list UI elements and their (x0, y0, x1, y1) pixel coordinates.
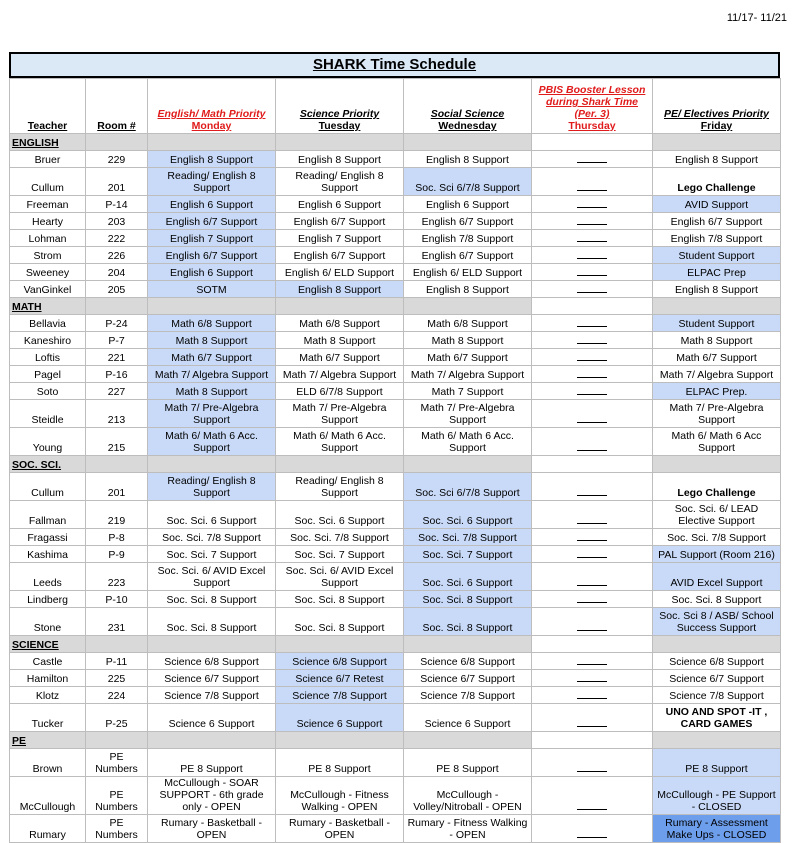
monday-cell: Soc. Sci. 7 Support (148, 546, 276, 563)
tuesday-cell: Soc. Sci. 7 Support (276, 546, 404, 563)
wednesday-cell: Soc. Sci. 6 Support (404, 563, 532, 591)
room-cell: 203 (86, 213, 148, 230)
table-row (10, 815, 781, 843)
thursday-blank (532, 281, 653, 298)
friday-cell: English 7/8 Support (653, 230, 781, 247)
friday-cell: PE 8 Support (653, 749, 781, 777)
table-row (10, 428, 781, 456)
section-filler (276, 732, 404, 749)
friday-cell: Soc. Sci 8 / ASB/ School Success Support (653, 608, 781, 636)
wednesday-cell: Math 6/ Math 6 Acc. Support (404, 428, 532, 456)
room-cell: 215 (86, 428, 148, 456)
table-row (10, 366, 781, 383)
thursday-blank (532, 473, 653, 501)
section-label: PE (10, 732, 86, 749)
wednesday-cell: Soc. Sci 6/7/8 Support (404, 168, 532, 196)
teacher-cell: Fragassi (10, 529, 86, 546)
monday-cell: English 8 Support (148, 151, 276, 168)
friday-cell: Science 7/8 Support (653, 687, 781, 704)
room-cell: 229 (86, 151, 148, 168)
table-row (10, 151, 781, 168)
teacher-cell: Klotz (10, 687, 86, 704)
monday-cell: Soc. Sci. 6/ AVID Excel Support (148, 563, 276, 591)
monday-cell: Math 8 Support (148, 332, 276, 349)
tuesday-cell: English 8 Support (276, 151, 404, 168)
tuesday-cell: Math 6/ Math 6 Acc. Support (276, 428, 404, 456)
monday-cell: Science 6/8 Support (148, 653, 276, 670)
table-row (10, 264, 781, 281)
table-row (10, 349, 781, 366)
wednesday-cell: Science 6/8 Support (404, 653, 532, 670)
thursday-blank (532, 247, 653, 264)
table-row (10, 196, 781, 213)
teacher-cell: Pagel (10, 366, 86, 383)
thursday-blank (532, 591, 653, 608)
monday-cell: Math 6/8 Support (148, 315, 276, 332)
teacher-cell: VanGinkel (10, 281, 86, 298)
wednesday-cell: Math 6/8 Support (404, 315, 532, 332)
thursday-blank (532, 151, 653, 168)
wednesday-cell: PE 8 Support (404, 749, 532, 777)
thursday-blank (532, 653, 653, 670)
section-label: MATH (10, 298, 86, 315)
header-row (10, 79, 781, 134)
monday-cell: Reading/ English 8 Support (148, 473, 276, 501)
friday-cell: Rumary - Assessment Make Ups - CLOSED (653, 815, 781, 843)
friday-cell: AVID Excel Support (653, 563, 781, 591)
tuesday-cell: Science 6/7 Retest (276, 670, 404, 687)
table-row (10, 213, 781, 230)
room-cell: 221 (86, 349, 148, 366)
monday-cell: English 6 Support (148, 264, 276, 281)
tuesday-cell: Reading/ English 8 Support (276, 168, 404, 196)
thursday-blank (532, 332, 653, 349)
section-filler (276, 298, 404, 315)
room-cell: 219 (86, 501, 148, 529)
tuesday-cell: Soc. Sci. 8 Support (276, 591, 404, 608)
wednesday-cell: Rumary - Fitness Walking - OPEN (404, 815, 532, 843)
section-filler (532, 732, 653, 749)
wednesday-cell: Science 6 Support (404, 704, 532, 732)
tuesday-cell: Soc. Sci. 6 Support (276, 501, 404, 529)
tuesday-cell: Math 6/7 Support (276, 349, 404, 366)
section-header-pe (10, 732, 781, 749)
wednesday-cell: Soc. Sci. 7 Support (404, 546, 532, 563)
section-filler (148, 456, 276, 473)
friday-cell: ELPAC Prep (653, 264, 781, 281)
room-cell: 231 (86, 608, 148, 636)
table-row (10, 608, 781, 636)
section-filler (276, 134, 404, 151)
section-filler (653, 456, 781, 473)
tuesday-cell: English 8 Support (276, 281, 404, 298)
room-cell: 227 (86, 383, 148, 400)
teacher-cell: Freeman (10, 196, 86, 213)
teacher-cell: Leeds (10, 563, 86, 591)
teacher-cell: Young (10, 428, 86, 456)
thursday-blank (532, 501, 653, 529)
table-row (10, 563, 781, 591)
header-wednesday: Social Science Wednesday (404, 79, 532, 134)
header-room: Room # (86, 79, 148, 134)
section-filler (532, 298, 653, 315)
friday-cell: English 6/7 Support (653, 213, 781, 230)
table-row (10, 247, 781, 264)
wednesday-cell: Science 6/7 Support (404, 670, 532, 687)
room-cell: P-14 (86, 196, 148, 213)
tuesday-cell: English 6 Support (276, 196, 404, 213)
schedule-sheet (9, 52, 780, 843)
wednesday-cell: Soc. Sci 6/7/8 Support (404, 473, 532, 501)
table-row (10, 546, 781, 563)
wednesday-cell: Soc. Sci. 8 Support (404, 591, 532, 608)
tuesday-cell: PE 8 Support (276, 749, 404, 777)
friday-cell: Science 6/8 Support (653, 653, 781, 670)
section-label: ENGLISH (10, 134, 86, 151)
room-cell: 201 (86, 168, 148, 196)
thursday-blank (532, 349, 653, 366)
header-friday: PE/ Electives Priority Friday (653, 79, 781, 134)
teacher-cell: Hamilton (10, 670, 86, 687)
table-row (10, 168, 781, 196)
friday-cell: Math 8 Support (653, 332, 781, 349)
friday-cell: Soc. Sci. 7/8 Support (653, 529, 781, 546)
friday-cell: Student Support (653, 247, 781, 264)
teacher-cell: Cullum (10, 168, 86, 196)
friday-cell: Soc. Sci. 6/ LEAD Elective Support (653, 501, 781, 529)
date-range: 11/17- 11/21 (726, 12, 787, 24)
section-label: SOC. SCI. (10, 456, 86, 473)
section-filler (653, 134, 781, 151)
section-filler (653, 636, 781, 653)
teacher-cell: Kaneshiro (10, 332, 86, 349)
thursday-blank (532, 777, 653, 815)
friday-cell: Lego Challenge (653, 473, 781, 501)
section-filler (404, 456, 532, 473)
room-cell: 205 (86, 281, 148, 298)
wednesday-cell: English 6/ ELD Support (404, 264, 532, 281)
teacher-cell: Lindberg (10, 591, 86, 608)
monday-cell: English 6/7 Support (148, 247, 276, 264)
room-cell: 223 (86, 563, 148, 591)
header-tuesday: Science Priority Tuesday (276, 79, 404, 134)
thursday-blank (532, 815, 653, 843)
table-row (10, 315, 781, 332)
table-row (10, 704, 781, 732)
wednesday-cell: Soc. Sci. 7/8 Support (404, 529, 532, 546)
thursday-blank (532, 704, 653, 732)
monday-cell: English 6/7 Support (148, 213, 276, 230)
friday-cell: AVID Support (653, 196, 781, 213)
tuesday-cell: Math 7/ Pre-Algebra Support (276, 400, 404, 428)
monday-cell: Math 6/7 Support (148, 349, 276, 366)
section-header-science (10, 636, 781, 653)
teacher-cell: Strom (10, 247, 86, 264)
wednesday-cell: Soc. Sci. 8 Support (404, 608, 532, 636)
thursday-blank (532, 264, 653, 281)
teacher-cell: Lohman (10, 230, 86, 247)
section-filler (276, 456, 404, 473)
wednesday-cell: Soc. Sci. 6 Support (404, 501, 532, 529)
friday-cell: Math 7/ Pre-Algebra Support (653, 400, 781, 428)
tuesday-cell: Rumary - Basketball - OPEN (276, 815, 404, 843)
teacher-cell: Cullum (10, 473, 86, 501)
table-row (10, 749, 781, 777)
thursday-blank (532, 529, 653, 546)
table-row (10, 653, 781, 670)
room-cell: P-11 (86, 653, 148, 670)
thursday-blank (532, 196, 653, 213)
table-row (10, 591, 781, 608)
section-filler (86, 636, 148, 653)
friday-cell: McCullough - PE Support - CLOSED (653, 777, 781, 815)
thursday-blank (532, 168, 653, 196)
section-filler (86, 456, 148, 473)
teacher-cell: Rumary (10, 815, 86, 843)
monday-cell: Soc. Sci. 6 Support (148, 501, 276, 529)
teacher-cell: McCullough (10, 777, 86, 815)
monday-cell: Rumary - Basketball - OPEN (148, 815, 276, 843)
table-row (10, 529, 781, 546)
room-cell: PE Numbers (86, 815, 148, 843)
friday-cell: Soc. Sci. 8 Support (653, 591, 781, 608)
teacher-cell: Brown (10, 749, 86, 777)
thursday-blank (532, 315, 653, 332)
wednesday-cell: Math 7 Support (404, 383, 532, 400)
section-filler (404, 636, 532, 653)
wednesday-cell: McCullough - Volley/Nitroball - OPEN (404, 777, 532, 815)
room-cell: P-24 (86, 315, 148, 332)
wednesday-cell: English 6/7 Support (404, 247, 532, 264)
tuesday-cell: Soc. Sci. 7/8 Support (276, 529, 404, 546)
tuesday-cell: English 6/ ELD Support (276, 264, 404, 281)
room-cell: P-10 (86, 591, 148, 608)
thursday-blank (532, 230, 653, 247)
tuesday-cell: Soc. Sci. 6/ AVID Excel Support (276, 563, 404, 591)
table-row (10, 687, 781, 704)
friday-cell: Math 7/ Algebra Support (653, 366, 781, 383)
room-cell: P-25 (86, 704, 148, 732)
monday-cell: SOTM (148, 281, 276, 298)
section-filler (86, 298, 148, 315)
table-row (10, 383, 781, 400)
thursday-blank (532, 400, 653, 428)
teacher-cell: Tucker (10, 704, 86, 732)
thursday-blank (532, 687, 653, 704)
thursday-blank (532, 670, 653, 687)
tuesday-cell: Math 8 Support (276, 332, 404, 349)
section-filler (148, 298, 276, 315)
table-row (10, 473, 781, 501)
section-filler (276, 636, 404, 653)
room-cell: 204 (86, 264, 148, 281)
wednesday-cell: Math 8 Support (404, 332, 532, 349)
teacher-cell: Soto (10, 383, 86, 400)
teacher-cell: Stone (10, 608, 86, 636)
room-cell: P-8 (86, 529, 148, 546)
tuesday-cell: ELD 6/7/8 Support (276, 383, 404, 400)
monday-cell: English 7 Support (148, 230, 276, 247)
teacher-cell: Bruer (10, 151, 86, 168)
teacher-cell: Sweeney (10, 264, 86, 281)
table-row (10, 230, 781, 247)
table-row (10, 281, 781, 298)
table-row (10, 670, 781, 687)
thursday-blank (532, 608, 653, 636)
section-filler (532, 134, 653, 151)
room-cell: 226 (86, 247, 148, 264)
tuesday-cell: English 7 Support (276, 230, 404, 247)
wednesday-cell: English 8 Support (404, 151, 532, 168)
monday-cell: Soc. Sci. 8 Support (148, 608, 276, 636)
monday-cell: Math 7/ Pre-Algebra Support (148, 400, 276, 428)
schedule-title: SHARK Time Schedule (9, 52, 780, 78)
monday-cell: Reading/ English 8 Support (148, 168, 276, 196)
tuesday-cell: Reading/ English 8 Support (276, 473, 404, 501)
table-row (10, 332, 781, 349)
room-cell: 225 (86, 670, 148, 687)
teacher-cell: Bellavia (10, 315, 86, 332)
table-row (10, 501, 781, 529)
section-header-math (10, 298, 781, 315)
section-filler (404, 732, 532, 749)
wednesday-cell: English 6 Support (404, 196, 532, 213)
thursday-blank (532, 428, 653, 456)
section-label: SCIENCE (10, 636, 86, 653)
room-cell: PE Numbers (86, 777, 148, 815)
thursday-blank (532, 366, 653, 383)
tuesday-cell: Math 7/ Algebra Support (276, 366, 404, 383)
friday-cell: English 8 Support (653, 151, 781, 168)
friday-cell: Science 6/7 Support (653, 670, 781, 687)
thursday-blank (532, 383, 653, 400)
section-filler (404, 134, 532, 151)
friday-cell: ELPAC Prep. (653, 383, 781, 400)
wednesday-cell: English 8 Support (404, 281, 532, 298)
section-filler (653, 298, 781, 315)
room-cell: P-9 (86, 546, 148, 563)
thursday-blank (532, 546, 653, 563)
wednesday-cell: Science 7/8 Support (404, 687, 532, 704)
wednesday-cell: English 6/7 Support (404, 213, 532, 230)
section-filler (148, 636, 276, 653)
section-header-socsci (10, 456, 781, 473)
monday-cell: Science 6 Support (148, 704, 276, 732)
teacher-cell: Loftis (10, 349, 86, 366)
tuesday-cell: Soc. Sci. 8 Support (276, 608, 404, 636)
monday-cell: Science 6/7 Support (148, 670, 276, 687)
teacher-cell: Hearty (10, 213, 86, 230)
wednesday-cell: Math 7/ Pre-Algebra Support (404, 400, 532, 428)
monday-cell: English 6 Support (148, 196, 276, 213)
wednesday-cell: English 7/8 Support (404, 230, 532, 247)
section-filler (653, 732, 781, 749)
monday-cell: PE 8 Support (148, 749, 276, 777)
monday-cell: Math 7/ Algebra Support (148, 366, 276, 383)
table-row (10, 400, 781, 428)
schedule-table (9, 78, 781, 843)
section-filler (148, 134, 276, 151)
tuesday-cell: English 6/7 Support (276, 213, 404, 230)
section-filler (86, 134, 148, 151)
room-cell: 222 (86, 230, 148, 247)
monday-cell: Soc. Sci. 8 Support (148, 591, 276, 608)
header-monday: English/ Math Priority Monday (148, 79, 276, 134)
friday-cell: English 8 Support (653, 281, 781, 298)
monday-cell: Soc. Sci. 7/8 Support (148, 529, 276, 546)
monday-cell: Math 6/ Math 6 Acc. Support (148, 428, 276, 456)
room-cell: 201 (86, 473, 148, 501)
thursday-blank (532, 213, 653, 230)
room-cell: P-16 (86, 366, 148, 383)
thursday-blank (532, 749, 653, 777)
friday-cell: Student Support (653, 315, 781, 332)
teacher-cell: Kashima (10, 546, 86, 563)
room-cell: PE Numbers (86, 749, 148, 777)
section-filler (86, 732, 148, 749)
tuesday-cell: Science 6/8 Support (276, 653, 404, 670)
header-thursday: PBIS Booster Lesson during Shark Time (Per. 3) Thursday (532, 79, 653, 134)
section-filler (148, 732, 276, 749)
section-filler (532, 636, 653, 653)
room-cell: P-7 (86, 332, 148, 349)
monday-cell: Science 7/8 Support (148, 687, 276, 704)
monday-cell: Math 8 Support (148, 383, 276, 400)
tuesday-cell: Science 7/8 Support (276, 687, 404, 704)
header-teacher: Teacher (10, 79, 86, 134)
teacher-cell: Fallman (10, 501, 86, 529)
friday-cell: Lego Challenge (653, 168, 781, 196)
wednesday-cell: Math 7/ Algebra Support (404, 366, 532, 383)
section-filler (532, 456, 653, 473)
room-cell: 224 (86, 687, 148, 704)
friday-cell: Math 6/7 Support (653, 349, 781, 366)
friday-cell: PAL Support (Room 216) (653, 546, 781, 563)
teacher-cell: Castle (10, 653, 86, 670)
section-filler (404, 298, 532, 315)
room-cell: 213 (86, 400, 148, 428)
wednesday-cell: Math 6/7 Support (404, 349, 532, 366)
thursday-blank (532, 563, 653, 591)
tuesday-cell: Math 6/8 Support (276, 315, 404, 332)
tuesday-cell: McCullough - Fitness Walking - OPEN (276, 777, 404, 815)
section-header-english (10, 134, 781, 151)
friday-cell: UNO AND SPOT -IT , CARD GAMES (653, 704, 781, 732)
tuesday-cell: Science 6 Support (276, 704, 404, 732)
monday-cell: McCullough - SOAR SUPPORT - 6th grade only - OPEN (148, 777, 276, 815)
teacher-cell: Steidle (10, 400, 86, 428)
friday-cell: Math 6/ Math 6 Acc Support (653, 428, 781, 456)
tuesday-cell: English 6/7 Support (276, 247, 404, 264)
table-row (10, 777, 781, 815)
